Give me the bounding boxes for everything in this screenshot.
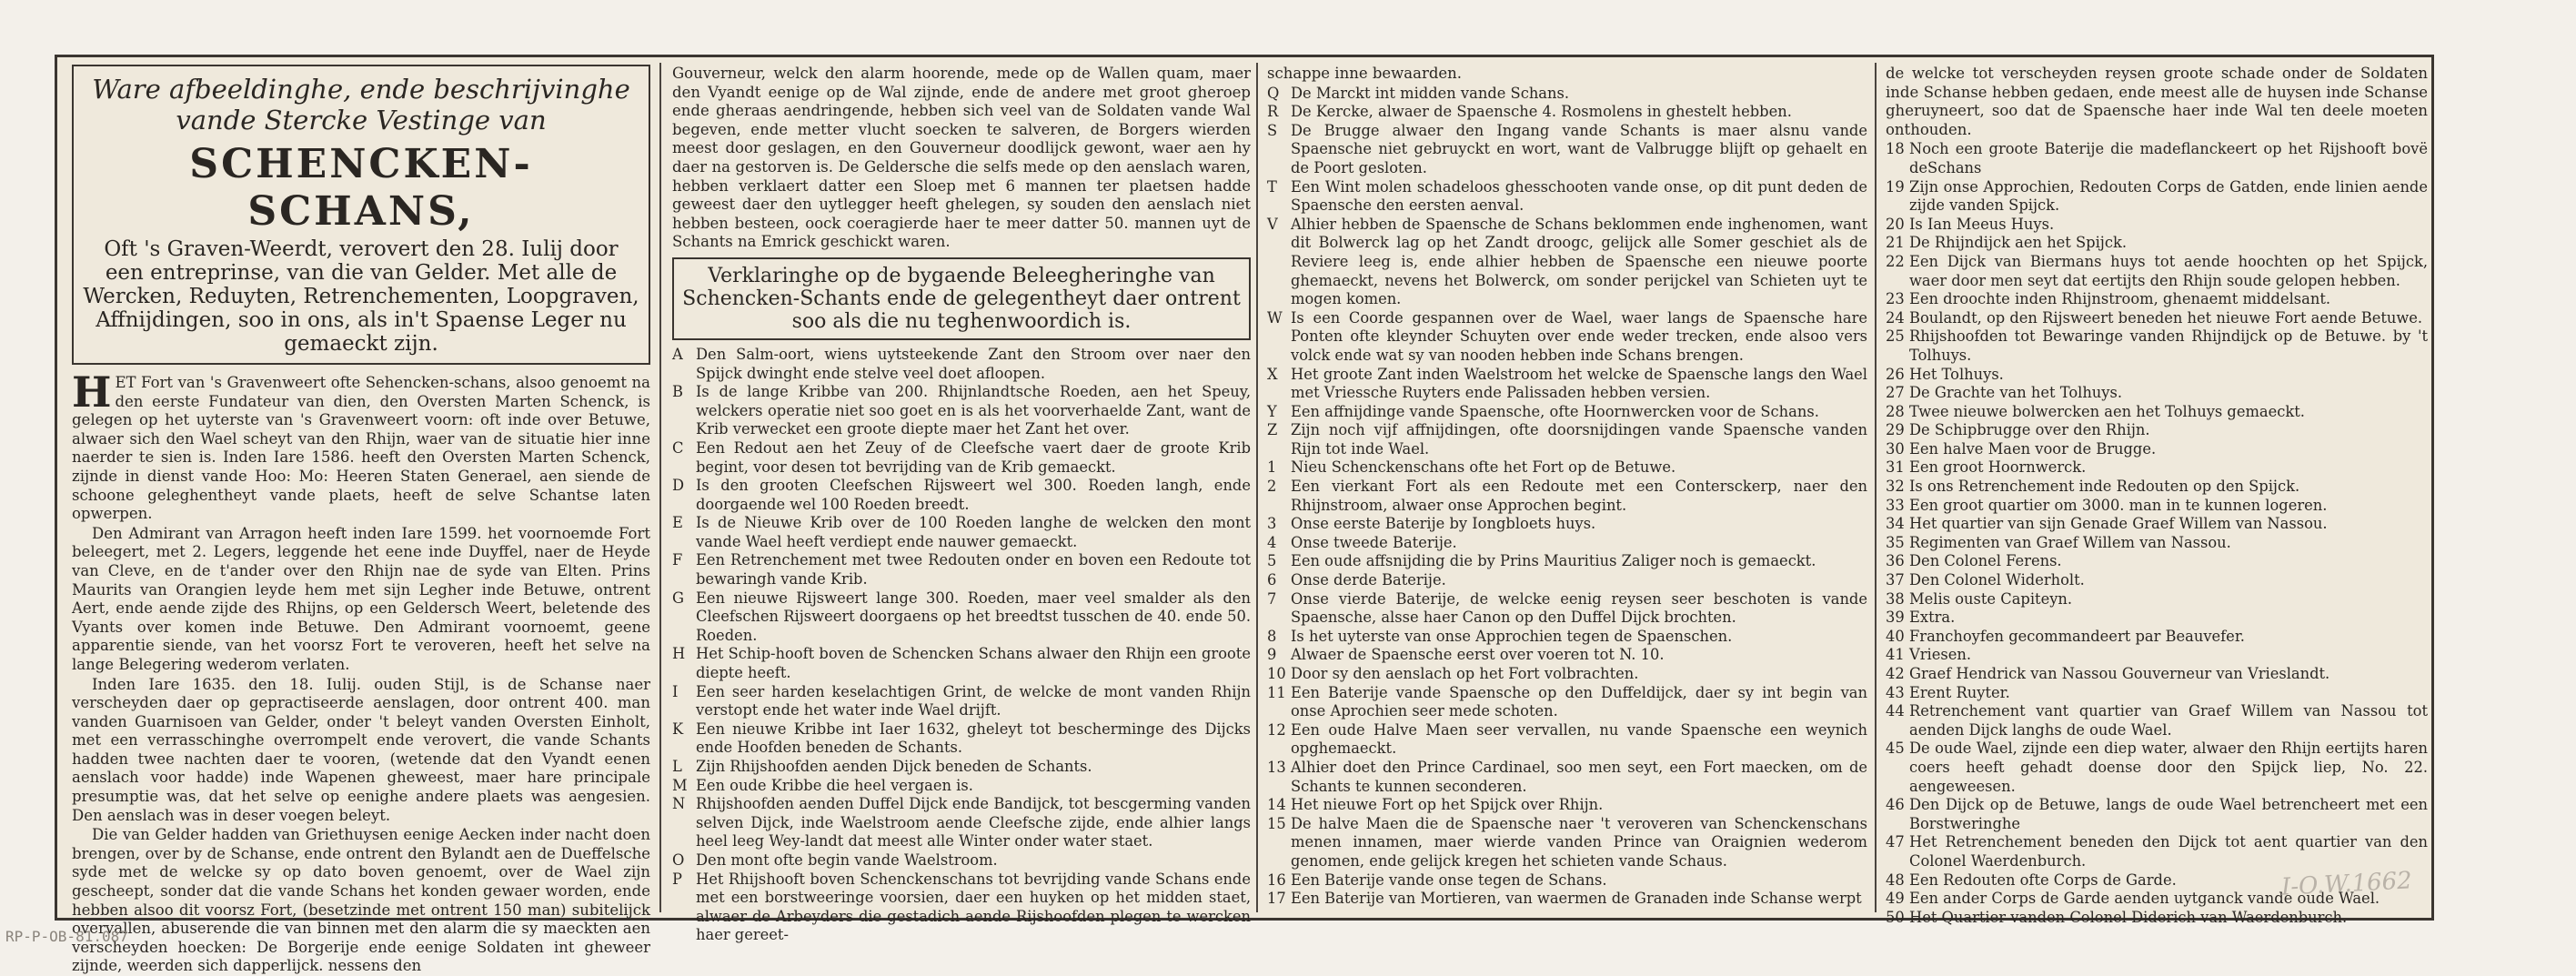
- legend-item: [672, 758, 1251, 777]
- paragraph: Inden Iare 1635. den 18. Iulij. ouden Stijl, is de Schanse naer verscheyden daer op gepractiseerde aenslagen, door ontrent 400. man vanden Guarnisoen van Gelder, onder 't beleyt vanden Oversten Einholt, met een verrasschinghe overrompelt ende verovert, die vande Schants hadden twee nachten daer te vooren, (wetende dat den Vyandt eenen aenslach voor hadde) inde Wapenen gheweest, maer hare principale presumptie was, dat het selve op eenighe andere plaets was aengesien. Den aenslach was in deser voegen beleyt.: [72, 675, 650, 824]
- legend-key: 6: [1267, 571, 1277, 589]
- legend-item: [1267, 403, 1867, 422]
- legend-item: [1267, 534, 1867, 553]
- legend-item: [1267, 684, 1867, 721]
- legend-item: [1886, 646, 2428, 665]
- legend-item: [672, 346, 1251, 383]
- legend-text: Het Quartier vanden Colonel Diderich van Waerdenburch.: [1909, 908, 2348, 926]
- legend-key: 40: [1886, 627, 1905, 645]
- legend-text: Is het uyterste van onse Approchien tegen de Spaenschen.: [1291, 627, 1733, 645]
- legend-text: Den Dijck op de Betuwe, langs de oude Wael betrencheert met een Borstweringhe: [1909, 796, 2428, 832]
- legend-item: [1267, 665, 1867, 684]
- legend-text: Melis ouste Capiteyn.: [1909, 589, 2073, 608]
- legend-key: 33: [1886, 496, 1905, 514]
- legend-key: R: [1267, 103, 1279, 121]
- legend-text: Een Dijck van Biermans huys tot aende hoochten op het Spijck, waer door men seyt dat eertijts den Rhijn soude gelopen hebben.: [1909, 252, 2428, 289]
- legend-key: 47: [1886, 833, 1905, 851]
- legend-item: [672, 551, 1251, 589]
- title-main: SCHENCKEN-SCHANS,: [189, 141, 533, 235]
- legend-item: [1267, 309, 1867, 366]
- legend-text: De Schipbrugge over den Rhijn.: [1909, 421, 2150, 439]
- legend-key: S: [1267, 121, 1278, 139]
- column-divider: [1875, 63, 1877, 912]
- legend-text: Een halve Maen voor de Brugge.: [1909, 439, 2157, 458]
- legend-item: [672, 851, 1251, 870]
- legend-key: 26: [1886, 365, 1905, 383]
- legend-item: [1267, 721, 1867, 759]
- legend-text: Den mont ofte begin vande Waelstroom.: [696, 850, 998, 869]
- legend-key: O: [672, 850, 685, 869]
- legend-key: A: [672, 345, 683, 363]
- legend-key: 15: [1267, 814, 1286, 832]
- legend-text: Onse tweede Baterije.: [1291, 533, 1457, 551]
- legend-text: Door sy den aenslach op het Fort volbrachten.: [1291, 665, 1639, 682]
- legend-key: 38: [1886, 589, 1905, 608]
- legend-item: [1267, 815, 1867, 871]
- legend-text: Een Baterije vande Spaensche op den Duffeldijck, daer sy int begin van onse Aprochien seer mede schoten.: [1291, 683, 1867, 720]
- legend-key: X: [1267, 365, 1278, 383]
- legend-text: Den Colonel Widerholt.: [1909, 571, 2085, 589]
- legend-key: Y: [1267, 402, 1277, 420]
- legend-key: 42: [1886, 665, 1905, 682]
- legend-key: 3: [1267, 515, 1277, 533]
- legend-item: [672, 439, 1251, 477]
- column-divider: [659, 63, 661, 912]
- legend-key: M: [672, 776, 688, 794]
- legend-item: [1886, 552, 2428, 571]
- legend-text: Is de Nieuwe Krib over de 100 Roeden langhe de welcken den mont vande Wael heeft verdiept ende nauwer gemaeckt.: [696, 514, 1251, 550]
- legend-key: V: [1267, 215, 1278, 233]
- legend-text: Boulandt, op den Rijsweert beneden het nieuwe Fort aende Betuwe.: [1909, 308, 2423, 327]
- legend-item: [1886, 421, 2428, 440]
- legend-item: [1267, 590, 1867, 628]
- legend-text: Is den grooten Cleefschen Rijsweert wel 300. Roeden langh, ende doorgaende wel 100 Roeden breedt.: [696, 477, 1251, 513]
- legend-text: Onse derde Baterije.: [1291, 571, 1446, 589]
- legend-item: [672, 720, 1251, 758]
- legend-item: [1886, 384, 2428, 403]
- legend-text: Het Tolhuys.: [1909, 365, 2004, 383]
- legend-key: 22: [1886, 252, 1905, 270]
- legend-key: 23: [1886, 290, 1905, 308]
- legend-text: Is ons Retrenchement inde Redouten op den Spijck.: [1909, 478, 2300, 496]
- legend-item: [1886, 497, 2428, 516]
- legend-item: [1267, 366, 1867, 403]
- legend-key: 5: [1267, 552, 1277, 570]
- legend-key: 44: [1886, 702, 1905, 720]
- legend-text: Het quartier van sijn Genade Graef Willem van Nassou.: [1909, 515, 2328, 533]
- legend-text: Een affnijdinge vande Spaensche, ofte Hoornwercken voor de Schans.: [1291, 402, 1819, 420]
- legend-text: Een oude affsnijding die by Prins Mauritius Zaliger noch is gemaeckt.: [1291, 552, 1816, 570]
- legend-key: 19: [1886, 177, 1905, 196]
- legend-text: Het Rhijshooft boven Schenckenschans tot bevrijding vande Schans ende met een borstweeringe voorsien, daer een huyken op het midden staet, alwaer de Arbeyders die gestadich aende Rijshoofden plegen te wercken haer gereet-: [696, 870, 1251, 944]
- legend-item: [672, 777, 1251, 796]
- legend-text: Zijn Rhijshoofden aenden Dijck beneden de Schants.: [696, 758, 1092, 775]
- legend-text: Noch een groote Baterije die madeflanckeert op het Rijshooft bovë deSchans: [1909, 140, 2428, 176]
- legend-key: D: [672, 477, 685, 495]
- legend-text: Een droochte inden Rhijnstroom, ghenaemt middelsant.: [1909, 290, 2331, 308]
- legend-text: Een oude Kribbe die heel vergaen is.: [696, 776, 973, 794]
- column-2: [672, 65, 1251, 944]
- legend-key: W: [1267, 308, 1283, 327]
- legend-item: [1886, 534, 2428, 553]
- legend-text: Is de lange Kribbe van 200. Rhijnlandtsche Roeden, aen het Speuy, welckers operatie niet soo goet en is als het voorverhaelde Zant, want de Krib verwecket een groote diepte maer het Zant het over.: [696, 383, 1251, 438]
- legend-item: [1886, 327, 2428, 365]
- column-3: [1267, 65, 1867, 911]
- legend-text: Alhier doet den Prince Cardinael, soo men seyt, een Fort maecken, om de Schants te kunnen seconderen.: [1291, 758, 1867, 795]
- legend-item: [1267, 890, 1867, 909]
- legend-text: Een Retrenchement met twee Redouten onder en boven een Redoute tot bewaringh vande Krib.: [696, 551, 1251, 589]
- column-4: [1886, 65, 2428, 926]
- legend-key: 28: [1886, 402, 1905, 420]
- legend-text: Is Ian Meeus Huys.: [1909, 215, 2055, 233]
- legend-key: F: [672, 551, 683, 569]
- legend-text: Den Colonel Ferens.: [1909, 552, 2062, 570]
- legend-text: Alwaer de Spaensche eerst over voeren tot N. 10.: [1291, 646, 1665, 664]
- legend-item: [1886, 796, 2428, 833]
- legend-key: 37: [1886, 571, 1905, 589]
- legend-key: I: [672, 682, 679, 700]
- legend-key: 48: [1886, 870, 1905, 889]
- legend-text: Een Redout aen het Zeuy of de Cleefsche vaert daer de groote Krib begint, voor desen tot bevrijding van de Krib gemaeckt.: [696, 438, 1251, 476]
- legend-key: 11: [1267, 683, 1286, 701]
- legend-item: [1267, 646, 1867, 665]
- title-box: [72, 65, 650, 365]
- paragraph: Den Admirant van Arragon heeft inden Iare 1599. het voornoemde Fort beleegert, met 2. Legers, leggende het eene inde Duyffel, naer de Heyde van Cleve, en de t'ander over den Rhijn nae de syde van Elten. Prins Maurits van Orangien leyde hem met sijn Legher inde Betuwe, ontrent Aert, ende aende zijde des Rhijns, op een Geldersch Weert, beletende des Vyants over komen inde Betuwe. Den Admirant voornoemt, geene apparentie siende, van het voorsz Fort te veroveren, heeft het selve na lange Belegering wederom verlaten.: [72, 524, 650, 673]
- legend-key: 18: [1886, 140, 1905, 158]
- legend-text: Alhier hebben de Spaensche de Schans beklommen ende inghenomen, want dit Bolwerck lag op het Zandt droogc, gelijck alle Somer geschiet als de Reviere leeg is, ende alhier hebben de Spaensche een nieuwe poorte ghemaeckt, nevens het Bolwerck, om sonder perijckel van Schieten uyt te mogen komen.: [1291, 215, 1867, 308]
- legend-key: 49: [1886, 890, 1905, 908]
- legend-item: [1267, 178, 1867, 216]
- legend-item: [1267, 628, 1867, 647]
- legend-item: [1267, 871, 1867, 890]
- legend-text: Franchoyfen gecommandeert par Beauvefer.: [1909, 627, 2245, 645]
- legend-text: Een Wint molen schadeloos ghesschooten vande onse, op dit punt deden de Spaensche den eersten aenval.: [1291, 177, 1867, 215]
- legend-text: Twee nieuwe bolwercken aen het Tolhuys gemaeckt.: [1909, 402, 2305, 420]
- legend-item: [1886, 216, 2428, 235]
- legend-key: T: [1267, 177, 1277, 196]
- legend-key: 13: [1267, 758, 1286, 776]
- column-divider: [1256, 63, 1258, 912]
- legend-item: [1886, 178, 2428, 216]
- paragraph: de welcke tot verscheyden reysen groote schade onder de Soldaten inde Schanse hebben gedaen, ende meest alle de huysen inde Schanse gheruyneert, soo dat de Spaensche haer inde Wal ten deele moeten onthouden.: [1886, 65, 2428, 138]
- legend-item: [1267, 122, 1867, 178]
- legend-key: 25: [1886, 327, 1905, 346]
- legend-text: Een Baterije van Mortieren, van waermen de Granaden inde Schanse werpt: [1291, 890, 1862, 908]
- legend-key: 1: [1267, 458, 1277, 477]
- legend-item: [1886, 684, 2428, 703]
- legend-item: [1886, 458, 2428, 478]
- legend-item: [1267, 478, 1867, 515]
- legend-key: 39: [1886, 609, 1905, 627]
- legend-text: Rhijshoofden tot Bewaringe vanden Rhijndijck op de Betuwe. by 't Tolhuys.: [1909, 327, 2428, 364]
- legend-key: Q: [1267, 84, 1280, 102]
- legend-key: 41: [1886, 646, 1905, 664]
- legend-text: Nieu Schenckenschans ofte het Fort op de Betuwe.: [1291, 458, 1676, 477]
- legend-item: [672, 795, 1251, 851]
- legend-text: De halve Maen die de Spaensche naer 't veroveren van Schenckenschans menen innamen, maer wierde vanden Prince van Oraignien wederom genomen, ende gelijck kregen het schieten vande Schaus.: [1291, 814, 1867, 870]
- legend-item: [672, 477, 1251, 514]
- paragraph: schappe inne bewaarden.: [1267, 65, 1463, 82]
- legend-key: 12: [1267, 720, 1286, 739]
- legend-key: 21: [1886, 234, 1905, 252]
- legend-item: [1267, 216, 1867, 309]
- legend-item: [1267, 458, 1867, 478]
- legend-item: [1267, 796, 1867, 815]
- legend-item: [1886, 628, 2428, 647]
- legend-list: [1886, 140, 2428, 927]
- column-1: [72, 65, 650, 975]
- legend-key: 32: [1886, 478, 1905, 496]
- legend-item: [1886, 234, 2428, 253]
- legend-text: Is een Coorde gespannen over de Wael, waer langs de Spaensche hare Ponten ofte kleynder Schuyten over ende weder trecken, ende alsoo vers volck ende wat sy van nooden hebben inde Schans brengen.: [1291, 308, 1867, 364]
- legend-item: [1886, 366, 2428, 385]
- legend-text: Een Redouten ofte Corps de Garde.: [1909, 870, 2177, 889]
- legend-text: Erent Ruyter.: [1909, 683, 2010, 701]
- legend-key: 46: [1886, 796, 1905, 814]
- paragraph: Die van Gelder hadden van Griethuysen eenige Aecken inder nacht doen brengen, over by de Schanse, ende ontrent den Bylandt aen de Dueffelsche syde met de welcke sy op dato boven genoemt, over de Wael zijn gescheept, sonder dat die vande Schans het konden gewaer worden, ende hebben alsoo dit voorsz Fort, (besetzinde met ontrent 150 man) subitelijck overvallen, abuserende die van binnen met den alarm die sy maeckten aen verscheyden hoecken: De Borgerije ende eenige Soldaten int gheweer zijnde, weerden sich dapperlijck. nessens den: [72, 826, 650, 975]
- legend-key: E: [672, 514, 683, 532]
- legend-key: 36: [1886, 552, 1905, 570]
- legend-key: 43: [1886, 683, 1905, 701]
- legend-text: Zijn onse Approchien, Redouten Corps de Gatden, ende linien aende zijde vanden Spijck.: [1909, 177, 2428, 215]
- legend-item: [672, 683, 1251, 720]
- legend-text: Den Salm-oort, wiens uytsteekende Zant den Stroom over naer den Spijck dwinght ende stelve veel doet afloopen.: [696, 345, 1251, 382]
- legend-text: Een groot quartier om 3000. man in te kunnen logeren.: [1909, 496, 2328, 514]
- legend-text: Extra.: [1909, 609, 1956, 627]
- legend-key: 16: [1267, 870, 1286, 889]
- legend-key: C: [672, 438, 684, 457]
- legend-item: [672, 589, 1251, 646]
- legend-item: [672, 514, 1251, 551]
- legend-key: 7: [1267, 589, 1277, 608]
- legend-item: [672, 870, 1251, 945]
- paragraph-text: ET Fort van 's Gravenweert ofte Sehencken-schans, alsoo genoemt na den eerste Fundateur van dien, den Oversten Marten Schenck, is gelegen op het uyterste van 's Gravenweert voorn: oft inde over Betuwe, alwaer sich den Wael scheyt van den Rhijn, waer van de situatie hier inne naerder te sien is. Inden Iare 1586. heeft den Oversten Marten Schenck, zijnde in dienst vande Hoo: Mo: Heeren Staten Generael, aen siende de schoone geleghentheyt vande plaets, heeft de selve Schantse laten opwerpen.: [72, 374, 650, 523]
- legend-item: [1886, 590, 2428, 609]
- legend-list: [672, 346, 1251, 945]
- legend-item: [1886, 909, 2428, 928]
- legend-key: 31: [1886, 458, 1905, 477]
- legend-item: [1886, 609, 2428, 628]
- legend-item: [1886, 290, 2428, 309]
- legend-text: Een seer harden keselachtigen Grint, de welcke de mont vanden Rhijn verstopt ende het water inde Wael drijft.: [696, 682, 1251, 719]
- legend-item: [1267, 103, 1867, 122]
- legend-key: 35: [1886, 533, 1905, 551]
- legend-item: [1886, 702, 2428, 740]
- handwritten-mark: I-O.W.1662: [2280, 867, 2413, 901]
- legend-text: Retrenchement vant quartier van Graef Willem van Nassou tot aenden Dijck langhs de oude Wael.: [1909, 702, 2428, 739]
- legend-item: [1886, 440, 2428, 459]
- legend-text: Onse vierde Baterije, de welcke eenig reysen seer beschoten is vande Spaensche, alsse haer Canon op den Duffel Dijck brochten.: [1291, 589, 1867, 627]
- legend-key: 10: [1267, 665, 1286, 682]
- paragraph: Gouverneur, welck den alarm hoorende, mede op de Wallen quam, maer den Vyandt eenige op de Wal zijnde, ende de andere met groot gheroep ende gheraas aendringende, hebben sich veel van de Soldaten vande Wal begeven, ende metter vlucht soecken te salveren, de Borgers wierden meest door geslagen, en den Gouverneur doodlijck gewont, waer aen hy daer na gestorven is. De Geldersche die selfs mede op den aenslach waren, hebben verklaert datter een Sloep met 6 mannen ter plaetsen hadde geweest daer den uytlegger heeft ghelegen, sy souden den aenslach niet hebben besteen, oock coeragierde haer te meer datter 50. mannen uyt de Schants na Emrick geschickt waren.: [672, 65, 1251, 251]
- legend-text: Het groote Zant inden Waelstroom het welcke de Spaensche langs den Wael met Vriessche Ruyters ende Palissaden hebben versien.: [1291, 365, 1867, 402]
- legend-key: 45: [1886, 740, 1905, 758]
- drop-cap: H: [72, 367, 112, 417]
- legend-key: 14: [1267, 796, 1286, 814]
- legend-text: De Grachte van het Tolhuys.: [1909, 384, 2123, 402]
- legend-key: 2: [1267, 478, 1277, 496]
- legend-key: B: [672, 383, 683, 401]
- legend-item: [1267, 759, 1867, 796]
- legend-text: Graef Hendrick van Nassou Gouverneur van Vrieslandt.: [1909, 665, 2330, 682]
- legend-item: [1886, 309, 2428, 328]
- legend-key: 9: [1267, 646, 1277, 664]
- legend-key: 24: [1886, 308, 1905, 327]
- legend-key: 50: [1886, 908, 1905, 926]
- legend-key: H: [672, 645, 686, 663]
- legend-key: 34: [1886, 515, 1905, 533]
- legend-item: [1886, 571, 2428, 590]
- legend-key: Z: [1267, 421, 1278, 439]
- title-line-2: vande Stercke Vestinge van: [176, 105, 547, 136]
- legend-item: [1886, 253, 2428, 290]
- legend-text: Een vierkant Fort als een Redoute met een Contersckerp, naer den Rhijnstroom, alwaer onse Approchen begint.: [1291, 478, 1867, 514]
- legend-text: Een nieuwe Kribbe int Iaer 1632, gheleyt tot bescherminge des Dijcks ende Hoofden beneden de Schants.: [696, 719, 1251, 757]
- legend-item: [672, 645, 1251, 682]
- legend-text: Onse eerste Baterije by Iongbloets huys.: [1291, 515, 1596, 533]
- paragraph: [72, 367, 650, 524]
- legend-item: [1267, 421, 1867, 458]
- legend-key: G: [672, 589, 685, 607]
- legend-text: Het Retrenchement beneden den Dijck tot aent quartier van den Colonel Waerdenburch.: [1909, 833, 2428, 870]
- legend-item: [1886, 665, 2428, 684]
- legend-text: Een ander Corps de Garde aenden uytganck vande oude Wael.: [1909, 890, 2380, 908]
- legend-text: Het nieuwe Fort op het Spijck over Rhijn.: [1291, 796, 1604, 814]
- legend-text: Vriesen.: [1909, 646, 1972, 664]
- legend-text: De Kercke, alwaer de Spaensche 4. Rosmolens in ghestelt hebben.: [1291, 103, 1792, 121]
- legend-heading: Verklaringhe op de bygaende Beleegheringhe van Schencken-Schants ende de gelegentheyt daer ontrent soo als die nu teghenwoordich is.: [672, 257, 1251, 340]
- legend-text: Een groot Hoornwerck.: [1909, 458, 2087, 477]
- legend-key: 27: [1886, 384, 1905, 402]
- title-line-1: Ware afbeeldinghe, ende beschrijvinghe: [92, 74, 630, 105]
- legend-text: Een Baterije vande onse tegen de Schans.: [1291, 870, 1607, 889]
- legend-key: P: [672, 870, 682, 888]
- legend-text: Zijn noch vijf affnijdingen, ofte doorsnijdingen vande Spaensche vanden Rijn tot inde Wael.: [1291, 421, 1867, 458]
- legend-item: [1886, 478, 2428, 497]
- legend-key: 20: [1886, 215, 1905, 233]
- legend-item: [1886, 740, 2428, 796]
- legend-key: 8: [1267, 627, 1277, 645]
- legend-text: De Brugge alwaer den Ingang vande Schants is maer alsnu vande Spaensche niet gebruyckt en wort, want de Valbrugge blijft op gehaelt en de Poort gesloten.: [1291, 121, 1867, 176]
- legend-item: [1267, 552, 1867, 571]
- legend-key: 17: [1267, 890, 1286, 908]
- legend-item: [1886, 140, 2428, 177]
- legend-item: [1267, 85, 1867, 104]
- legend-key: 30: [1886, 439, 1905, 458]
- legend-key: 4: [1267, 533, 1277, 551]
- legend-item: [1267, 571, 1867, 590]
- legend-text: Rhijshoofden aenden Duffel Dijck ende Bandijck, tot bescgerming vanden selven Dijck, inde Waelstroom aende Cleefsche zijde, ende alhier langs heel leeg Wey-landt dat meest alle Winter onder water staet.: [696, 795, 1251, 850]
- title-subtitle: Oft 's Graven-Weerdt, verovert den 28. Iulij door een entreprinse, van die van Gelder. Met alle de Wercken, Reduyten, Retrenchementen, Loopgraven, Affnijdingen, soo in ons, als in't Spaense Leger nu gemaeckt zijn.: [83, 237, 639, 356]
- legend-item: [1886, 833, 2428, 870]
- legend-item: [1886, 515, 2428, 534]
- legend-key: L: [672, 758, 682, 775]
- legend-item: [1267, 515, 1867, 534]
- legend-item: [1886, 403, 2428, 422]
- legend-text: De Marckt int midden vande Schans.: [1291, 84, 1570, 102]
- legend-text: De oude Wael, zijnde een diep water, alwaer den Rhijn eertijts haren coers heeft gehadt doense door den Spijck liep, No. 22. aengeweesen.: [1909, 740, 2428, 795]
- legend-list: [1267, 85, 1867, 909]
- legend-item: [672, 383, 1251, 439]
- legend-text: Het Schip-hooft boven de Schencken Schans alwaer den Rhijn een groote diepte heeft.: [696, 645, 1251, 682]
- legend-text: De Rhijndijck aen het Spijck.: [1909, 234, 2128, 252]
- legend-key: 29: [1886, 421, 1905, 439]
- legend-text: Regimenten van Graef Willem van Nassou.: [1909, 533, 2231, 551]
- legend-text: Een nieuwe Rijsweert lange 300. Roeden, maer veel smalder als den Cleefschen Rijsweert doorgaens op het breedtst tusschen de 40. ende 50. Roeden.: [696, 589, 1251, 644]
- archive-number: RP-P-OB-81.087: [5, 928, 128, 945]
- legend-key: K: [672, 719, 684, 738]
- legend-text: Een oude Halve Maen seer vervallen, nu vande Spaensche een weynich opghemaeckt.: [1291, 720, 1867, 758]
- legend-key: N: [672, 795, 686, 813]
